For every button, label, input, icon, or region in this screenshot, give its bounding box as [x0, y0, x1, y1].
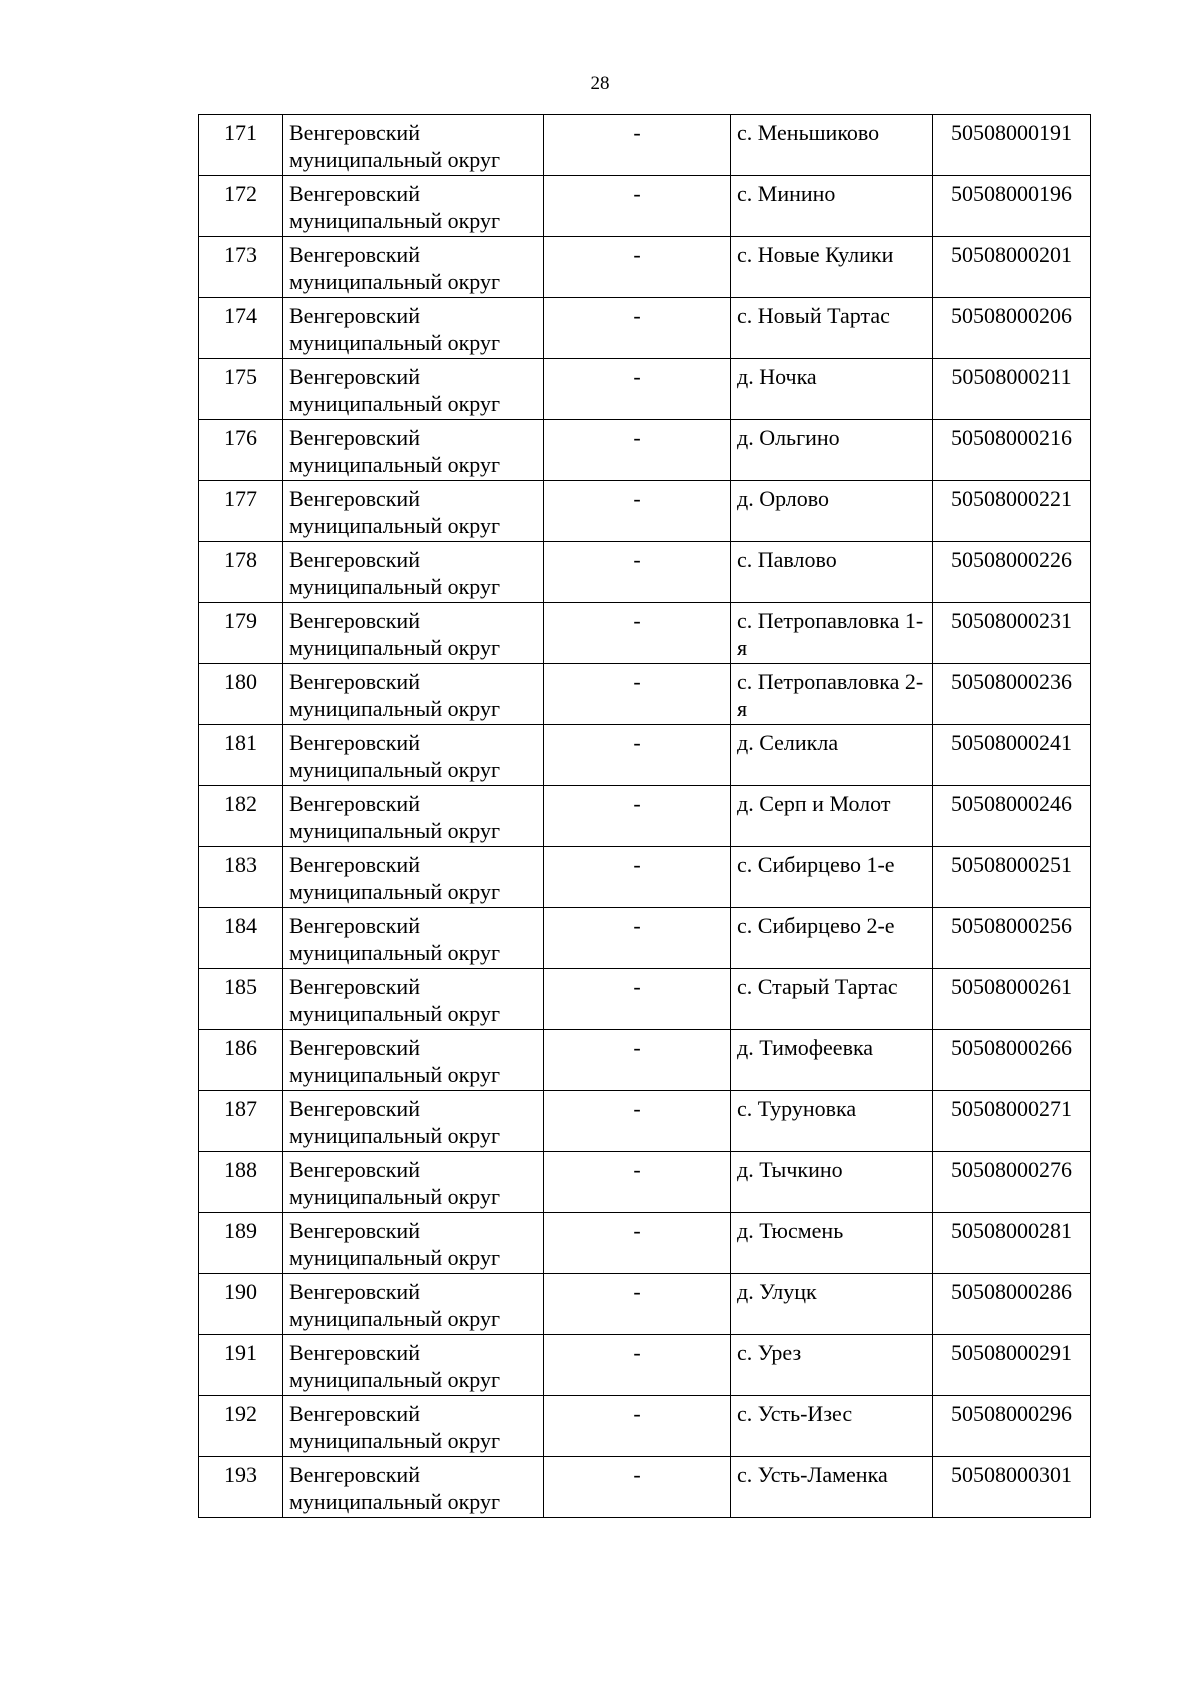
page-number: 28: [590, 73, 610, 94]
municipality-name: Венгеровский муниципальный округ: [283, 725, 544, 786]
table-row: [199, 786, 1091, 847]
settlement-name: с. Павлово: [731, 542, 933, 603]
oktmo-code: 50508000231: [933, 603, 1091, 664]
settlement-type: -: [544, 1030, 731, 1091]
table-row: [199, 481, 1091, 542]
row-number: 184: [199, 908, 283, 969]
oktmo-code: 50508000196: [933, 176, 1091, 237]
oktmo-code: 50508000256: [933, 908, 1091, 969]
settlement-type: -: [544, 908, 731, 969]
table-body: [199, 115, 1091, 1518]
table-row: [199, 1396, 1091, 1457]
settlement-type: -: [544, 1335, 731, 1396]
table-row: [199, 115, 1091, 176]
table-row: [199, 847, 1091, 908]
municipality-name: Венгеровский муниципальный округ: [283, 1030, 544, 1091]
settlement-type: -: [544, 847, 731, 908]
row-number: 181: [199, 725, 283, 786]
row-number: 185: [199, 969, 283, 1030]
row-number: 188: [199, 1152, 283, 1213]
table-row: [199, 542, 1091, 603]
municipality-name: Венгеровский муниципальный округ: [283, 542, 544, 603]
settlement-type: -: [544, 542, 731, 603]
oktmo-code: 50508000296: [933, 1396, 1091, 1457]
municipality-name: Венгеровский муниципальный округ: [283, 420, 544, 481]
settlement-type: -: [544, 420, 731, 481]
oktmo-code: 50508000216: [933, 420, 1091, 481]
settlement-type: -: [544, 481, 731, 542]
settlement-type: -: [544, 969, 731, 1030]
row-number: 176: [199, 420, 283, 481]
table-row: [199, 664, 1091, 725]
settlement-name: с. Петропавловка 2-я: [731, 664, 933, 725]
municipality-name: Венгеровский муниципальный округ: [283, 298, 544, 359]
table-row: [199, 1335, 1091, 1396]
oktmo-code: 50508000281: [933, 1213, 1091, 1274]
oktmo-code: 50508000246: [933, 786, 1091, 847]
table-row: [199, 969, 1091, 1030]
municipality-name: Венгеровский муниципальный округ: [283, 237, 544, 298]
settlement-name: д. Орлово: [731, 481, 933, 542]
table-row: [199, 237, 1091, 298]
oktmo-code: 50508000266: [933, 1030, 1091, 1091]
municipality-name: Венгеровский муниципальный округ: [283, 603, 544, 664]
oktmo-code: 50508000221: [933, 481, 1091, 542]
row-number: 180: [199, 664, 283, 725]
row-number: 174: [199, 298, 283, 359]
settlement-type: -: [544, 1274, 731, 1335]
settlement-name: с. Усть-Изес: [731, 1396, 933, 1457]
settlement-name: с. Усть-Ламенка: [731, 1457, 933, 1518]
oktmo-code: 50508000191: [933, 115, 1091, 176]
row-number: 192: [199, 1396, 283, 1457]
oktmo-code: 50508000291: [933, 1335, 1091, 1396]
settlement-name: д. Тычкино: [731, 1152, 933, 1213]
settlement-type: -: [544, 1091, 731, 1152]
row-number: 191: [199, 1335, 283, 1396]
settlement-type: -: [544, 359, 731, 420]
settlement-type: -: [544, 176, 731, 237]
row-number: 175: [199, 359, 283, 420]
municipality-name: Венгеровский муниципальный округ: [283, 1396, 544, 1457]
row-number: 171: [199, 115, 283, 176]
oktmo-code: 50508000226: [933, 542, 1091, 603]
settlement-name: д. Тимофеевка: [731, 1030, 933, 1091]
settlement-name: с. Меньшиково: [731, 115, 933, 176]
municipality-name: Венгеровский муниципальный округ: [283, 847, 544, 908]
settlements-table: [198, 114, 1091, 1518]
settlement-name: д. Ночка: [731, 359, 933, 420]
oktmo-code: 50508000206: [933, 298, 1091, 359]
settlement-type: -: [544, 664, 731, 725]
oktmo-code: 50508000301: [933, 1457, 1091, 1518]
settlement-name: с. Новые Кулики: [731, 237, 933, 298]
municipality-name: Венгеровский муниципальный округ: [283, 1152, 544, 1213]
table-row: [199, 603, 1091, 664]
table-row: [199, 176, 1091, 237]
municipality-name: Венгеровский муниципальный округ: [283, 1091, 544, 1152]
table-row: [199, 725, 1091, 786]
municipality-name: Венгеровский муниципальный округ: [283, 115, 544, 176]
municipality-name: Венгеровский муниципальный округ: [283, 908, 544, 969]
settlement-name: д. Серп и Молот: [731, 786, 933, 847]
row-number: 193: [199, 1457, 283, 1518]
settlement-name: с. Старый Тартас: [731, 969, 933, 1030]
table-row: [199, 1213, 1091, 1274]
oktmo-code: 50508000241: [933, 725, 1091, 786]
row-number: 182: [199, 786, 283, 847]
settlement-type: -: [544, 786, 731, 847]
settlement-type: -: [544, 298, 731, 359]
settlement-type: -: [544, 603, 731, 664]
settlement-name: с. Новый Тартас: [731, 298, 933, 359]
table-row: [199, 1274, 1091, 1335]
oktmo-code: 50508000276: [933, 1152, 1091, 1213]
row-number: 177: [199, 481, 283, 542]
oktmo-code: 50508000211: [933, 359, 1091, 420]
settlement-type: -: [544, 1396, 731, 1457]
settlement-type: -: [544, 115, 731, 176]
settlement-type: -: [544, 237, 731, 298]
table-row: [199, 908, 1091, 969]
municipality-name: Венгеровский муниципальный округ: [283, 786, 544, 847]
municipality-name: Венгеровский муниципальный округ: [283, 1213, 544, 1274]
settlement-type: -: [544, 1457, 731, 1518]
settlement-name: с. Урез: [731, 1335, 933, 1396]
table-row: [199, 298, 1091, 359]
settlement-name: д. Тюсмень: [731, 1213, 933, 1274]
row-number: 179: [199, 603, 283, 664]
row-number: 183: [199, 847, 283, 908]
municipality-name: Венгеровский муниципальный округ: [283, 1274, 544, 1335]
row-number: 186: [199, 1030, 283, 1091]
row-number: 189: [199, 1213, 283, 1274]
table-row: [199, 359, 1091, 420]
settlement-type: -: [544, 1152, 731, 1213]
table-row: [199, 1030, 1091, 1091]
settlement-name: д. Улуцк: [731, 1274, 933, 1335]
table-row: [199, 1091, 1091, 1152]
settlement-name: с. Минино: [731, 176, 933, 237]
municipality-name: Венгеровский муниципальный округ: [283, 664, 544, 725]
oktmo-code: 50508000271: [933, 1091, 1091, 1152]
settlement-name: с. Туруновка: [731, 1091, 933, 1152]
municipality-name: Венгеровский муниципальный округ: [283, 481, 544, 542]
row-number: 178: [199, 542, 283, 603]
oktmo-code: 50508000261: [933, 969, 1091, 1030]
oktmo-code: 50508000286: [933, 1274, 1091, 1335]
settlement-type: -: [544, 725, 731, 786]
municipality-name: Венгеровский муниципальный округ: [283, 1335, 544, 1396]
settlement-name: с. Сибирцево 2-е: [731, 908, 933, 969]
settlement-name: д. Ольгино: [731, 420, 933, 481]
oktmo-code: 50508000201: [933, 237, 1091, 298]
settlement-name: с. Петропавловка 1-я: [731, 603, 933, 664]
table-row: [199, 1457, 1091, 1518]
settlement-name: с. Сибирцево 1-е: [731, 847, 933, 908]
municipality-name: Венгеровский муниципальный округ: [283, 1457, 544, 1518]
settlement-name: д. Селикла: [731, 725, 933, 786]
row-number: 187: [199, 1091, 283, 1152]
municipality-name: Венгеровский муниципальный округ: [283, 359, 544, 420]
oktmo-code: 50508000251: [933, 847, 1091, 908]
row-number: 173: [199, 237, 283, 298]
oktmo-code: 50508000236: [933, 664, 1091, 725]
municipality-name: Венгеровский муниципальный округ: [283, 176, 544, 237]
municipality-name: Венгеровский муниципальный округ: [283, 969, 544, 1030]
table-row: [199, 1152, 1091, 1213]
row-number: 190: [199, 1274, 283, 1335]
settlement-type: -: [544, 1213, 731, 1274]
row-number: 172: [199, 176, 283, 237]
table-row: [199, 420, 1091, 481]
